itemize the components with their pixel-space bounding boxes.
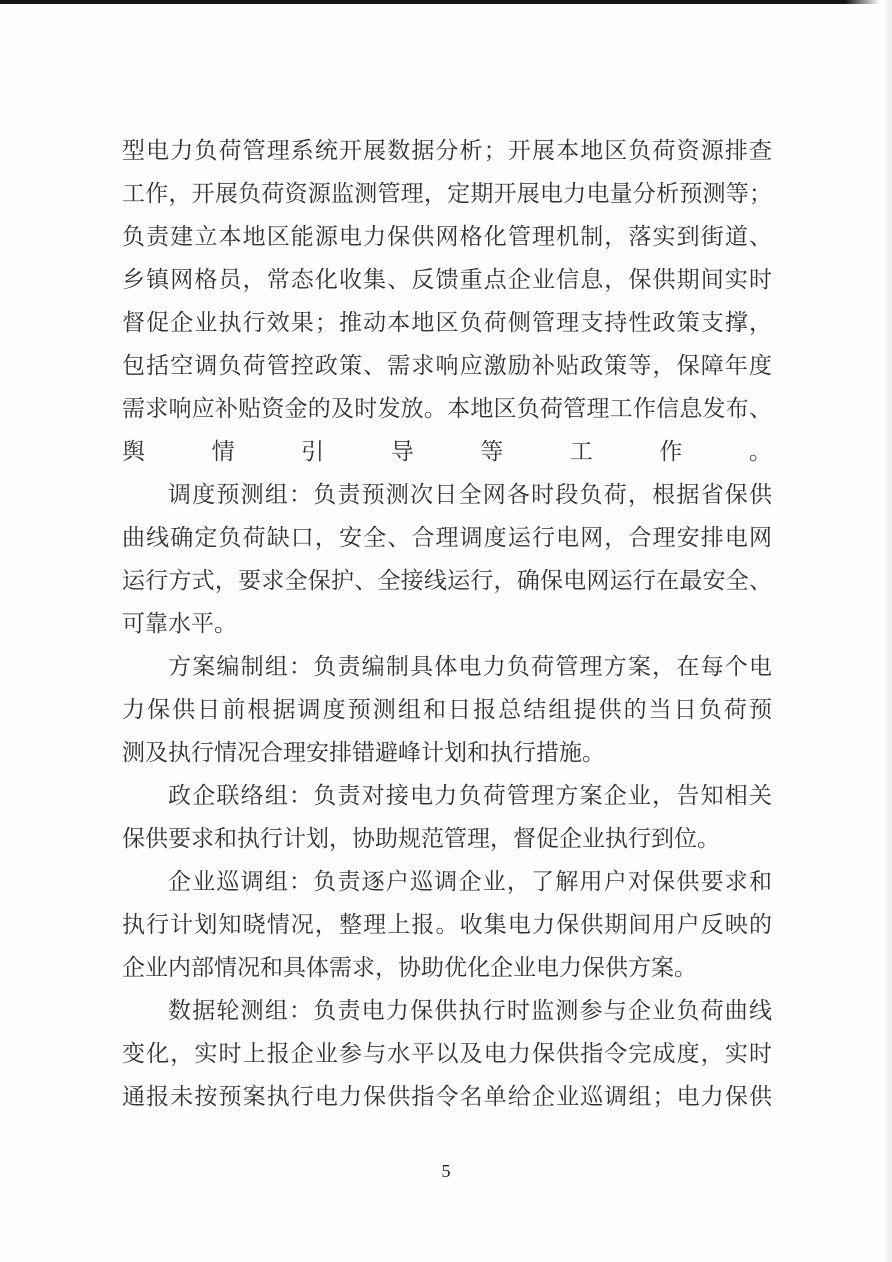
paragraph — [122, 129, 772, 473]
text-line: 数据轮测组：负责电力保供执行时监测参与企业负荷曲线 — [168, 998, 772, 1023]
text-line: 工作，开展负荷资源监测管理，定期开展电力电量分析预测等； — [122, 181, 772, 206]
text-line: 企业内部情况和具体需求，协助优化企业电力保供方案。 — [122, 955, 697, 980]
text-line: 型电力负荷管理系统开展数据分析；开展本地区负荷资源排查 — [122, 138, 772, 163]
text-line: 舆情引导等工作。 — [122, 439, 772, 464]
text-line: 通报未按预案执行电力保供指令名单给企业巡调组；电力保供 — [122, 1084, 772, 1109]
text-line: 执行计划知晓情况，整理上报。收集电力保供期间用户反映的 — [122, 912, 772, 937]
paragraph — [122, 860, 772, 989]
text-line: 负责建立本地区能源电力保供网格化管理机制，落实到街道、 — [122, 224, 772, 249]
paragraph — [122, 473, 772, 645]
page-number: 5 — [441, 1161, 451, 1181]
text-line: 可靠水平。 — [122, 611, 237, 636]
text-line: 包括空调负荷管控政策、需求响应激励补贴政策等，保障年度 — [122, 353, 772, 378]
text-line: 运行方式，要求全保护、全接线运行，确保电网运行在最安全、 — [122, 568, 772, 593]
text-line: 乡镇网格员，常态化收集、反馈重点企业信息，保供期间实时 — [122, 267, 772, 292]
text-line: 方案编制组：负责编制具体电力负荷管理方案，在每个电 — [168, 654, 772, 679]
paragraph — [122, 989, 772, 1118]
text-line: 企业巡调组：负责逐户巡调企业，了解用户对保供要求和 — [168, 869, 772, 894]
text-line: 督促企业执行效果；推动本地区负荷侧管理支持性政策支撑， — [122, 310, 772, 335]
scan-artifact-top-bar — [0, 0, 880, 4]
text-line: 需求响应补贴资金的及时发放。本地区负荷管理工作信息发布、 — [122, 396, 772, 421]
text-line: 保供要求和执行计划，协助规范管理，督促企业执行到位。 — [122, 826, 720, 851]
text-line: 变化，实时上报企业参与水平以及电力保供指令完成度，实时 — [122, 1041, 772, 1066]
text-line: 测及执行情况合理安排错避峰计划和执行措施。 — [122, 740, 605, 765]
text-line: 政企联络组：负责对接电力负荷管理方案企业，告知相关 — [168, 783, 772, 808]
paragraph — [122, 774, 772, 860]
paragraph — [122, 645, 772, 774]
page-text — [122, 129, 772, 1118]
text-line: 曲线确定负荷缺口，安全、合理调度运行电网，合理安排电网 — [122, 525, 772, 550]
text-line: 力保供日前根据调度预测组和日报总结组提供的当日负荷预 — [122, 697, 772, 722]
text-line: 调度预测组：负责预测次日全网各时段负荷，根据省保供 — [168, 482, 772, 507]
scan-artifact-right-edge-shade — [883, 0, 892, 1262]
